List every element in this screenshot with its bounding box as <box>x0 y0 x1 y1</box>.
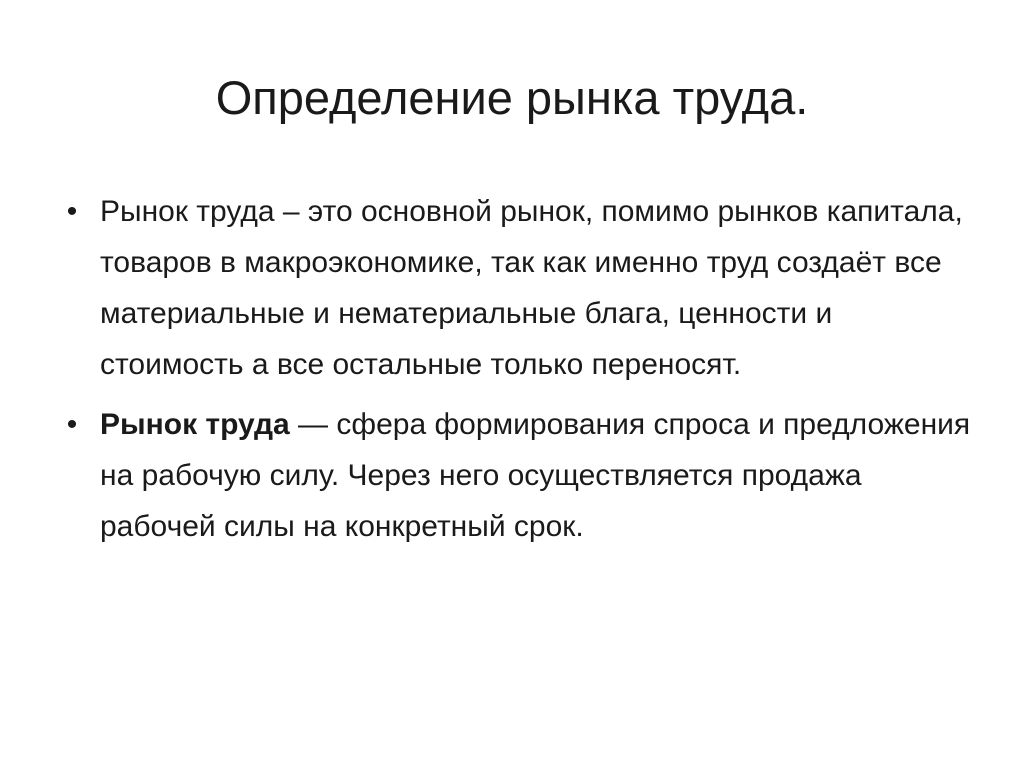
bullet-marker: • <box>66 195 78 228</box>
bullet-marker: • <box>66 408 78 441</box>
slide-title: Определение рынка труда. <box>215 71 809 124</box>
bold-term: Рынок труда <box>100 408 290 441</box>
bullet-list <box>60 186 975 561</box>
bullet-text: Рынок труда – это основной рынок, помимо рынков капитала, товаров в макроэкономике, так как именно труд создаёт все материальные и нематериальные блага, ценности и стоимость а все остальные только переносят. <box>100 195 963 381</box>
bullet-item-definition <box>60 186 975 390</box>
bullet-item-sphere <box>60 399 975 552</box>
bullet-text: — сфера формирования спроса и предложения на рабочую силу. Через него осуществляется продажа рабочей силы на конкретный срок. <box>100 408 971 543</box>
